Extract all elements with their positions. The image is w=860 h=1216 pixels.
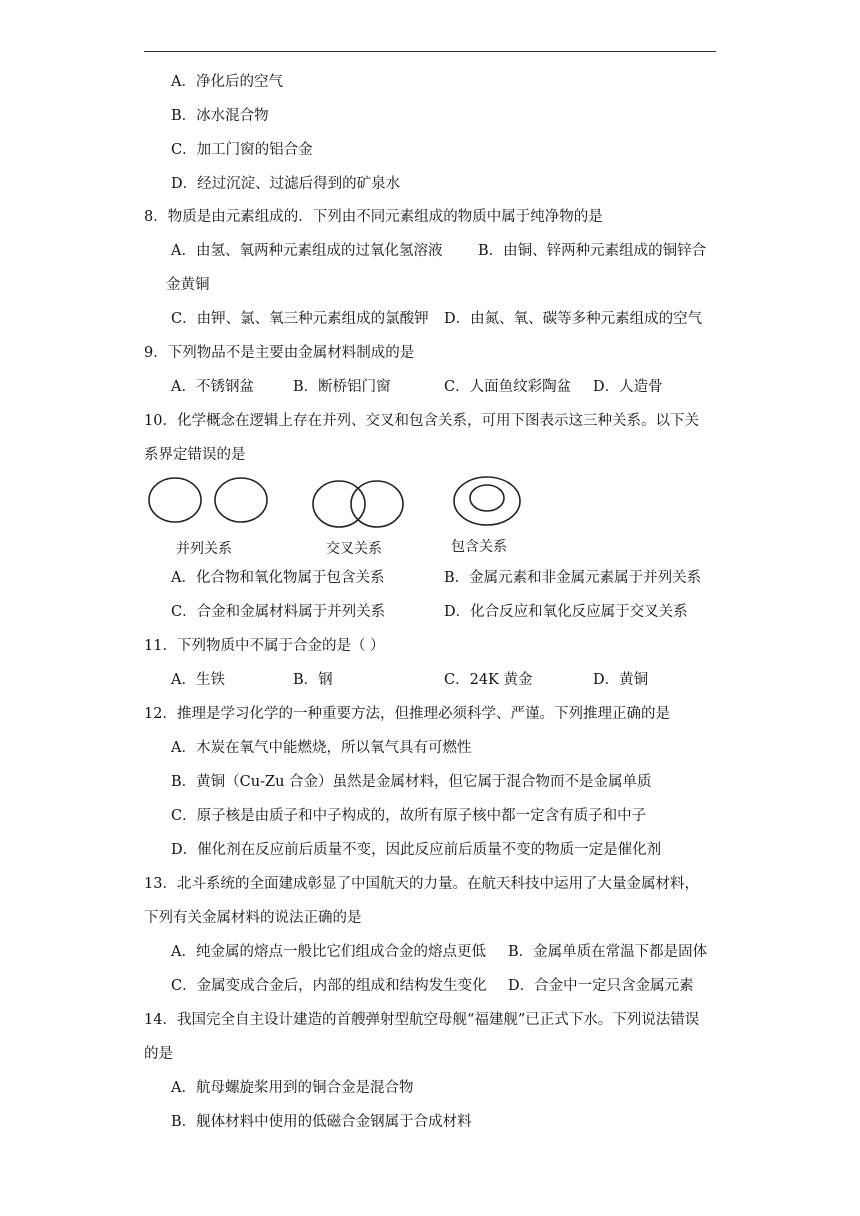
q12-option-b: B．黄铜（Cu-Zu 合金）虽然是金属材料，但它属于混合物而不是金属单质 [171, 774, 652, 790]
parallel-circle-left [149, 478, 201, 522]
q8-option-a: A．由氢、氧两种元素组成的过氧化氢溶液 [171, 243, 443, 259]
q12-option-d: D．催化剂在反应前后质量不变，因此反应前后质量不变的物质一定是催化剂 [171, 842, 662, 858]
q8-option-b: B．由铜、锌两种元素组成的铜锌合 [478, 243, 707, 259]
q11-option-b: B．钢 [293, 672, 333, 688]
q13-option-c: C．金属变成合金后，内部的组成和结构发生变化 [171, 978, 487, 994]
q12-option-c: C．原子核是由质子和中子构成的，故所有原子核中都一定含有质子和中子 [171, 808, 647, 824]
q9-option-b: B．断桥铝门窗 [293, 379, 391, 395]
q8-option-d: D．由氮、氧、碳等多种元素组成的空气 [444, 311, 703, 327]
q7-option-c: C．加工门窗的铝合金 [171, 142, 313, 158]
q8-stem: 8．物质是由元素组成的．下列由不同元素组成的物质中属于纯净物的是 [144, 209, 603, 225]
q13-stem-line1: 13．北斗系统的全面建成彰显了中国航天的力量。在航天科技中运用了大量金属材料， [144, 876, 699, 892]
q11-option-c: C．24K 黄金 [444, 672, 533, 688]
q11-stem: 11．下列物质中不属于合金的是（ ） [144, 638, 385, 654]
q10-option-a: A．化合物和氧化物属于包含关系 [171, 570, 385, 586]
q11-option-d: D．黄铜 [593, 672, 649, 688]
q14-stem-line1: 14．我国完全自主设计建造的首艘弹射型航空母舰“福建舰”已正式下水。下列说法错误 [144, 1012, 700, 1028]
q9-option-c: C．人面鱼纹彩陶盆 [444, 379, 572, 395]
q10-option-c: C．合金和金属材料属于并列关系 [171, 604, 386, 620]
q13-option-d: D．合金中一定只含金属元素 [508, 978, 694, 994]
q10-stem-line2: 系界定错误的是 [144, 447, 246, 463]
intersect-circle-right [351, 481, 403, 527]
parallel-circle-right [215, 478, 267, 522]
q7-option-b: B．冰水混合物 [171, 108, 269, 124]
q8-option-b-cont: 金黄铜 [166, 277, 210, 293]
q9-stem: 9．下列物品不是主要由金属材料制成的是 [144, 345, 415, 361]
q7-option-a: A．净化后的空气 [171, 74, 283, 90]
q10-stem-line1: 10．化学概念在逻辑上存在并列、交叉和包含关系，可用下图表示这三种关系。以下关 [144, 413, 699, 429]
q13-option-a: A．纯金属的熔点一般比它们组成合金的熔点更低 [171, 944, 486, 960]
q10-option-b: B．金属元素和非金属元素属于并列关系 [444, 570, 702, 586]
q10-option-d: D．化合反应和氧化反应属于交叉关系 [444, 604, 688, 620]
q14-option-a: A．航母螺旋桨用到的铜合金是混合物 [171, 1080, 414, 1096]
q13-stem-line2: 下列有关金属材料的说法正确的是 [144, 910, 362, 926]
intersect-circle-left [313, 481, 365, 527]
q9-option-d: D．人造骨 [593, 379, 663, 395]
q13-option-b: B．金属单质在常温下都是固体 [508, 944, 708, 960]
q14-option-b: B．舰体材料中使用的低磁合金钢属于合成材料 [171, 1114, 472, 1130]
q9-option-a: A．不锈钢盆 [171, 379, 254, 395]
q14-stem-line2: 的是 [144, 1046, 173, 1062]
label-contain: 包含关系 [451, 539, 507, 555]
q11-option-a: A．生铁 [171, 672, 225, 688]
header-rule [144, 51, 716, 52]
q12-stem: 12．推理是学习化学的一种重要方法，但推理必须科学、严谨。下列推理正确的是 [144, 706, 670, 722]
q8-option-c: C．由钾、氯、氧三种元素组成的氯酸钾 [171, 311, 429, 327]
q12-option-a: A．木炭在氧气中能燃烧，所以氧气具有可燃性 [171, 740, 472, 756]
q7-option-d: D．经过沉淀、过滤后得到的矿泉水 [171, 176, 401, 192]
contain-circle-inner [470, 485, 504, 511]
label-parallel: 并列关系 [176, 541, 232, 557]
relationship-diagram [140, 472, 540, 562]
label-intersect: 交叉关系 [326, 541, 382, 557]
